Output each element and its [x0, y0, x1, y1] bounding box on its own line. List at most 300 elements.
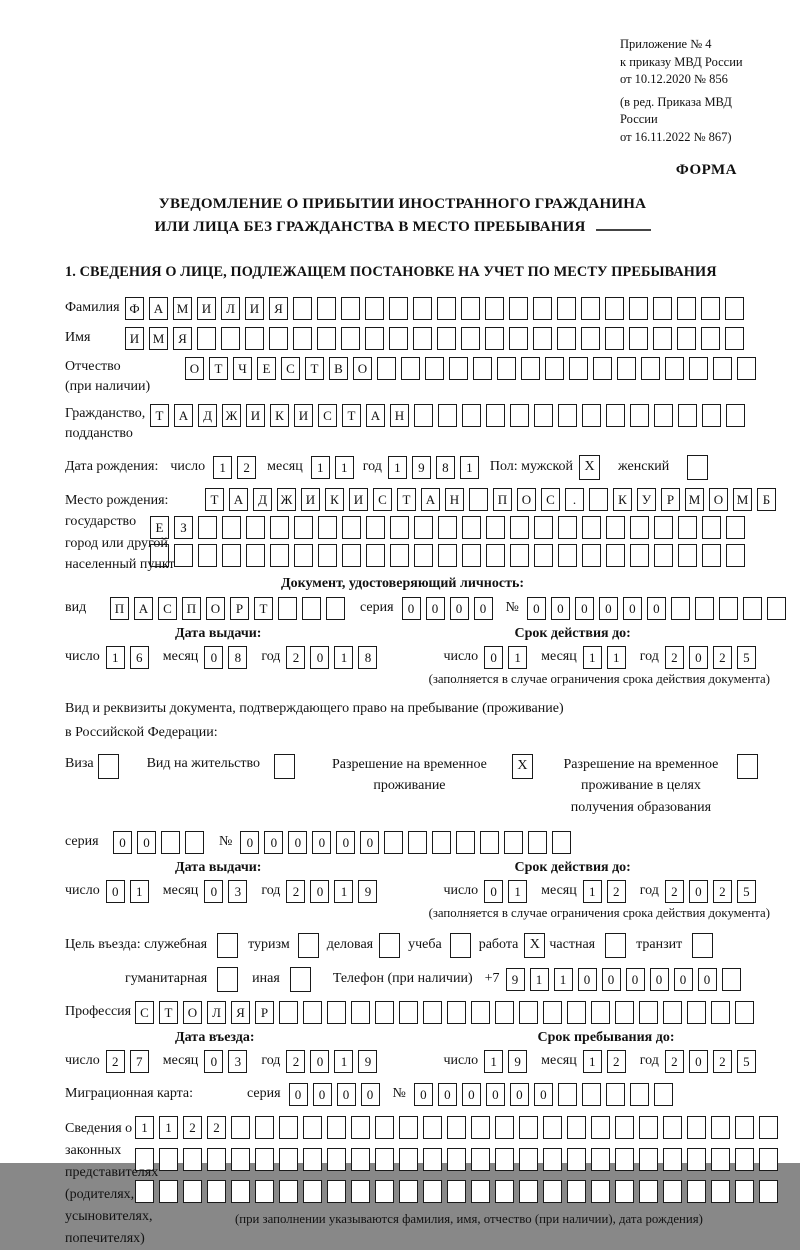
- char-box[interactable]: 0: [599, 597, 618, 620]
- char-box[interactable]: [399, 1148, 418, 1171]
- char-box[interactable]: [543, 1148, 562, 1171]
- char-box[interactable]: [366, 516, 385, 539]
- char-box[interactable]: [639, 1116, 658, 1139]
- char-box[interactable]: [543, 1180, 562, 1203]
- char-box[interactable]: 1: [530, 968, 549, 991]
- char-box[interactable]: [701, 327, 720, 350]
- char-box[interactable]: [414, 544, 433, 567]
- char-box[interactable]: 1: [334, 1050, 353, 1073]
- char-box[interactable]: Р: [661, 488, 680, 511]
- char-box[interactable]: К: [613, 488, 632, 511]
- char-box[interactable]: 1: [159, 1116, 178, 1139]
- char-box[interactable]: [534, 544, 553, 567]
- char-box[interactable]: О: [517, 488, 536, 511]
- char-box[interactable]: 0: [438, 1083, 457, 1106]
- char-box[interactable]: [558, 404, 577, 427]
- char-box[interactable]: [663, 1148, 682, 1171]
- char-box[interactable]: [543, 1116, 562, 1139]
- char-box[interactable]: [438, 404, 457, 427]
- purpose-study-checkbox[interactable]: [450, 933, 471, 958]
- char-box[interactable]: М: [149, 327, 168, 350]
- char-box[interactable]: [719, 597, 738, 620]
- char-box[interactable]: [222, 516, 241, 539]
- char-box[interactable]: [639, 1180, 658, 1203]
- char-box[interactable]: [278, 597, 297, 620]
- char-box[interactable]: Т: [159, 1001, 178, 1024]
- char-box[interactable]: [711, 1001, 730, 1024]
- char-box[interactable]: [510, 404, 529, 427]
- char-box[interactable]: [461, 297, 480, 320]
- char-box[interactable]: О: [709, 488, 728, 511]
- char-box[interactable]: [557, 297, 576, 320]
- char-box[interactable]: 0: [462, 1083, 481, 1106]
- char-box[interactable]: 0: [689, 880, 708, 903]
- char-box[interactable]: Л: [207, 1001, 226, 1024]
- residence-permit-checkbox[interactable]: [274, 754, 295, 779]
- char-box[interactable]: [447, 1148, 466, 1171]
- char-box[interactable]: С: [373, 488, 392, 511]
- char-box[interactable]: 1: [334, 646, 353, 669]
- char-box[interactable]: В: [329, 357, 348, 380]
- char-box[interactable]: М: [685, 488, 704, 511]
- char-box[interactable]: 2: [713, 646, 732, 669]
- char-box[interactable]: О: [183, 1001, 202, 1024]
- char-box[interactable]: 0: [551, 597, 570, 620]
- char-box[interactable]: [270, 544, 289, 567]
- char-box[interactable]: 9: [508, 1050, 527, 1073]
- char-box[interactable]: [639, 1001, 658, 1024]
- purpose-tourism-checkbox[interactable]: [298, 933, 319, 958]
- char-box[interactable]: К: [325, 488, 344, 511]
- char-box[interactable]: [447, 1116, 466, 1139]
- char-box[interactable]: [663, 1116, 682, 1139]
- char-box[interactable]: [591, 1148, 610, 1171]
- visa-checkbox[interactable]: [98, 754, 119, 779]
- char-box[interactable]: И: [125, 327, 144, 350]
- char-box[interactable]: [399, 1180, 418, 1203]
- char-box[interactable]: 0: [450, 597, 469, 620]
- char-box[interactable]: [246, 544, 265, 567]
- char-box[interactable]: [401, 357, 420, 380]
- char-box[interactable]: [279, 1116, 298, 1139]
- char-box[interactable]: [630, 516, 649, 539]
- char-box[interactable]: 2: [665, 646, 684, 669]
- char-box[interactable]: [486, 404, 505, 427]
- char-box[interactable]: [509, 327, 528, 350]
- char-box[interactable]: 0: [264, 831, 283, 854]
- char-box[interactable]: [231, 1116, 250, 1139]
- char-box[interactable]: [509, 297, 528, 320]
- char-box[interactable]: П: [110, 597, 129, 620]
- char-box[interactable]: [471, 1116, 490, 1139]
- char-box[interactable]: [366, 544, 385, 567]
- char-box[interactable]: [303, 1148, 322, 1171]
- char-box[interactable]: 1: [583, 646, 602, 669]
- purpose-transit-checkbox[interactable]: [692, 933, 713, 958]
- char-box[interactable]: 1: [508, 880, 527, 903]
- char-box[interactable]: [582, 404, 601, 427]
- char-box[interactable]: [725, 327, 744, 350]
- char-box[interactable]: О: [185, 357, 204, 380]
- char-box[interactable]: М: [173, 297, 192, 320]
- char-box[interactable]: [183, 1180, 202, 1203]
- sex-female-checkbox[interactable]: [687, 455, 708, 480]
- char-box[interactable]: 2: [207, 1116, 226, 1139]
- char-box[interactable]: [735, 1180, 754, 1203]
- char-box[interactable]: [665, 357, 684, 380]
- char-box[interactable]: [519, 1180, 538, 1203]
- char-box[interactable]: [510, 516, 529, 539]
- char-box[interactable]: [294, 516, 313, 539]
- char-box[interactable]: 9: [358, 1050, 377, 1073]
- char-box[interactable]: 1: [583, 880, 602, 903]
- char-box[interactable]: [480, 831, 499, 854]
- char-box[interactable]: [702, 544, 721, 567]
- char-box[interactable]: [687, 1148, 706, 1171]
- char-box[interactable]: Я: [231, 1001, 250, 1024]
- char-box[interactable]: Л: [221, 297, 240, 320]
- char-box[interactable]: 0: [650, 968, 669, 991]
- char-box[interactable]: 0: [486, 1083, 505, 1106]
- char-box[interactable]: 2: [286, 880, 305, 903]
- purpose-other-checkbox[interactable]: [290, 967, 311, 992]
- char-box[interactable]: Р: [230, 597, 249, 620]
- purpose-humanitarian-checkbox[interactable]: [217, 967, 238, 992]
- char-box[interactable]: [678, 516, 697, 539]
- char-box[interactable]: [677, 327, 696, 350]
- char-box[interactable]: 0: [527, 597, 546, 620]
- char-box[interactable]: 1: [334, 880, 353, 903]
- char-box[interactable]: [528, 831, 547, 854]
- char-box[interactable]: 0: [204, 646, 223, 669]
- char-box[interactable]: 2: [607, 1050, 626, 1073]
- char-box[interactable]: [630, 544, 649, 567]
- char-box[interactable]: .: [565, 488, 584, 511]
- char-box[interactable]: 1: [106, 646, 125, 669]
- char-box[interactable]: [558, 1083, 577, 1106]
- char-box[interactable]: [677, 297, 696, 320]
- char-box[interactable]: 6: [130, 646, 149, 669]
- char-box[interactable]: [722, 968, 741, 991]
- char-box[interactable]: [303, 1180, 322, 1203]
- char-box[interactable]: [447, 1001, 466, 1024]
- char-box[interactable]: [473, 357, 492, 380]
- char-box[interactable]: [606, 1083, 625, 1106]
- char-box[interactable]: 0: [336, 831, 355, 854]
- char-box[interactable]: 0: [674, 968, 693, 991]
- char-box[interactable]: Р: [255, 1001, 274, 1024]
- char-box[interactable]: [606, 516, 625, 539]
- char-box[interactable]: [593, 357, 612, 380]
- char-box[interactable]: [423, 1001, 442, 1024]
- char-box[interactable]: [711, 1116, 730, 1139]
- char-box[interactable]: Ж: [277, 488, 296, 511]
- char-box[interactable]: [605, 327, 624, 350]
- char-box[interactable]: [582, 544, 601, 567]
- char-box[interactable]: [617, 357, 636, 380]
- char-box[interactable]: 1: [484, 1050, 503, 1073]
- char-box[interactable]: С: [281, 357, 300, 380]
- char-box[interactable]: 1: [311, 456, 330, 479]
- char-box[interactable]: [735, 1116, 754, 1139]
- char-box[interactable]: И: [301, 488, 320, 511]
- char-box[interactable]: [270, 516, 289, 539]
- char-box[interactable]: Ф: [125, 297, 144, 320]
- char-box[interactable]: 0: [361, 1083, 380, 1106]
- char-box[interactable]: [543, 1001, 562, 1024]
- char-box[interactable]: 1: [607, 646, 626, 669]
- char-box[interactable]: [389, 327, 408, 350]
- char-box[interactable]: [567, 1148, 586, 1171]
- char-box[interactable]: А: [421, 488, 440, 511]
- char-box[interactable]: 1: [213, 456, 232, 479]
- char-box[interactable]: [702, 404, 721, 427]
- char-box[interactable]: [377, 357, 396, 380]
- char-box[interactable]: Ж: [222, 404, 241, 427]
- char-box[interactable]: 0: [113, 831, 132, 854]
- char-box[interactable]: [294, 544, 313, 567]
- char-box[interactable]: [197, 327, 216, 350]
- char-box[interactable]: [641, 357, 660, 380]
- char-box[interactable]: 1: [135, 1116, 154, 1139]
- char-box[interactable]: 0: [626, 968, 645, 991]
- char-box[interactable]: 5: [737, 880, 756, 903]
- char-box[interactable]: [438, 544, 457, 567]
- char-box[interactable]: 0: [310, 880, 329, 903]
- purpose-private-checkbox[interactable]: [605, 933, 626, 958]
- char-box[interactable]: Я: [173, 327, 192, 350]
- char-box[interactable]: [302, 597, 321, 620]
- char-box[interactable]: [711, 1148, 730, 1171]
- char-box[interactable]: [671, 597, 690, 620]
- char-box[interactable]: Т: [342, 404, 361, 427]
- char-box[interactable]: [351, 1116, 370, 1139]
- char-box[interactable]: [495, 1116, 514, 1139]
- char-box[interactable]: С: [541, 488, 560, 511]
- char-box[interactable]: [725, 297, 744, 320]
- char-box[interactable]: Т: [397, 488, 416, 511]
- char-box[interactable]: [759, 1180, 778, 1203]
- char-box[interactable]: [606, 544, 625, 567]
- char-box[interactable]: [615, 1116, 634, 1139]
- char-box[interactable]: [567, 1116, 586, 1139]
- char-box[interactable]: [582, 516, 601, 539]
- char-box[interactable]: 2: [286, 646, 305, 669]
- char-box[interactable]: [326, 597, 345, 620]
- char-box[interactable]: [545, 357, 564, 380]
- char-box[interactable]: [495, 1180, 514, 1203]
- char-box[interactable]: 0: [313, 1083, 332, 1106]
- char-box[interactable]: [413, 327, 432, 350]
- char-box[interactable]: 9: [412, 456, 431, 479]
- char-box[interactable]: 0: [106, 880, 125, 903]
- char-box[interactable]: [375, 1148, 394, 1171]
- char-box[interactable]: [519, 1001, 538, 1024]
- char-box[interactable]: [695, 597, 714, 620]
- char-box[interactable]: [558, 544, 577, 567]
- char-box[interactable]: [183, 1148, 202, 1171]
- char-box[interactable]: 0: [337, 1083, 356, 1106]
- char-box[interactable]: [341, 327, 360, 350]
- char-box[interactable]: [327, 1116, 346, 1139]
- char-box[interactable]: 0: [534, 1083, 553, 1106]
- char-box[interactable]: Д: [253, 488, 272, 511]
- char-box[interactable]: 0: [204, 1050, 223, 1073]
- char-box[interactable]: [567, 1001, 586, 1024]
- char-box[interactable]: [654, 404, 673, 427]
- char-box[interactable]: [630, 404, 649, 427]
- char-box[interactable]: О: [353, 357, 372, 380]
- char-box[interactable]: Ч: [233, 357, 252, 380]
- char-box[interactable]: [606, 404, 625, 427]
- char-box[interactable]: [510, 544, 529, 567]
- char-box[interactable]: А: [134, 597, 153, 620]
- char-box[interactable]: [552, 831, 571, 854]
- char-box[interactable]: [423, 1180, 442, 1203]
- char-box[interactable]: 0: [288, 831, 307, 854]
- char-box[interactable]: 2: [713, 880, 732, 903]
- char-box[interactable]: [423, 1148, 442, 1171]
- char-box[interactable]: [630, 1083, 649, 1106]
- char-box[interactable]: 0: [602, 968, 621, 991]
- purpose-business-checkbox[interactable]: [379, 933, 400, 958]
- char-box[interactable]: 0: [510, 1083, 529, 1106]
- char-box[interactable]: 0: [689, 1050, 708, 1073]
- char-box[interactable]: 2: [713, 1050, 732, 1073]
- char-box[interactable]: [461, 327, 480, 350]
- char-box[interactable]: [471, 1001, 490, 1024]
- char-box[interactable]: 0: [312, 831, 331, 854]
- char-box[interactable]: [557, 327, 576, 350]
- char-box[interactable]: 5: [737, 1050, 756, 1073]
- char-box[interactable]: [486, 516, 505, 539]
- char-box[interactable]: [581, 297, 600, 320]
- char-box[interactable]: 1: [130, 880, 149, 903]
- char-box[interactable]: [726, 544, 745, 567]
- char-box[interactable]: [413, 297, 432, 320]
- char-box[interactable]: [533, 297, 552, 320]
- char-box[interactable]: [519, 1148, 538, 1171]
- char-box[interactable]: [629, 297, 648, 320]
- char-box[interactable]: [231, 1148, 250, 1171]
- char-box[interactable]: [615, 1180, 634, 1203]
- char-box[interactable]: [161, 831, 180, 854]
- char-box[interactable]: 0: [360, 831, 379, 854]
- char-box[interactable]: [221, 327, 240, 350]
- char-box[interactable]: [654, 544, 673, 567]
- char-box[interactable]: 1: [583, 1050, 602, 1073]
- char-box[interactable]: [735, 1148, 754, 1171]
- char-box[interactable]: К: [270, 404, 289, 427]
- char-box[interactable]: [390, 544, 409, 567]
- char-box[interactable]: 0: [310, 1050, 329, 1073]
- char-box[interactable]: [279, 1180, 298, 1203]
- char-box[interactable]: [318, 516, 337, 539]
- char-box[interactable]: [567, 1180, 586, 1203]
- char-box[interactable]: [303, 1116, 322, 1139]
- char-box[interactable]: [615, 1148, 634, 1171]
- temp-residence-checkbox[interactable]: X: [512, 754, 533, 779]
- char-box[interactable]: [743, 597, 762, 620]
- char-box[interactable]: [437, 327, 456, 350]
- char-box[interactable]: [504, 831, 523, 854]
- char-box[interactable]: [449, 357, 468, 380]
- char-box[interactable]: С: [158, 597, 177, 620]
- char-box[interactable]: [341, 297, 360, 320]
- char-box[interactable]: [591, 1001, 610, 1024]
- char-box[interactable]: [759, 1148, 778, 1171]
- char-box[interactable]: [485, 297, 504, 320]
- char-box[interactable]: 8: [228, 646, 247, 669]
- char-box[interactable]: [581, 327, 600, 350]
- char-box[interactable]: [342, 544, 361, 567]
- char-box[interactable]: [653, 297, 672, 320]
- char-box[interactable]: [495, 1148, 514, 1171]
- char-box[interactable]: [318, 544, 337, 567]
- char-box[interactable]: 2: [607, 880, 626, 903]
- char-box[interactable]: [293, 327, 312, 350]
- char-box[interactable]: Е: [257, 357, 276, 380]
- char-box[interactable]: [533, 327, 552, 350]
- char-box[interactable]: 0: [484, 646, 503, 669]
- char-box[interactable]: [390, 516, 409, 539]
- char-box[interactable]: С: [318, 404, 337, 427]
- char-box[interactable]: 0: [623, 597, 642, 620]
- char-box[interactable]: [245, 327, 264, 350]
- char-box[interactable]: 0: [240, 831, 259, 854]
- char-box[interactable]: О: [206, 597, 225, 620]
- char-box[interactable]: 7: [130, 1050, 149, 1073]
- char-box[interactable]: [246, 516, 265, 539]
- char-box[interactable]: Б: [757, 488, 776, 511]
- char-box[interactable]: [701, 297, 720, 320]
- char-box[interactable]: [389, 297, 408, 320]
- char-box[interactable]: А: [366, 404, 385, 427]
- char-box[interactable]: 8: [358, 646, 377, 669]
- char-box[interactable]: [303, 1001, 322, 1024]
- char-box[interactable]: [469, 488, 488, 511]
- char-box[interactable]: 9: [506, 968, 525, 991]
- char-box[interactable]: [269, 327, 288, 350]
- char-box[interactable]: 1: [335, 456, 354, 479]
- char-box[interactable]: [279, 1001, 298, 1024]
- char-box[interactable]: [471, 1180, 490, 1203]
- char-box[interactable]: А: [229, 488, 248, 511]
- char-box[interactable]: [255, 1148, 274, 1171]
- char-box[interactable]: [255, 1180, 274, 1203]
- char-box[interactable]: [653, 327, 672, 350]
- char-box[interactable]: [767, 597, 786, 620]
- char-box[interactable]: 2: [665, 880, 684, 903]
- char-box[interactable]: [447, 1180, 466, 1203]
- char-box[interactable]: 1: [554, 968, 573, 991]
- char-box[interactable]: [437, 297, 456, 320]
- char-box[interactable]: 0: [137, 831, 156, 854]
- char-box[interactable]: [713, 357, 732, 380]
- char-box[interactable]: [663, 1001, 682, 1024]
- char-box[interactable]: [375, 1180, 394, 1203]
- char-box[interactable]: 8: [436, 456, 455, 479]
- char-box[interactable]: 2: [286, 1050, 305, 1073]
- char-box[interactable]: Т: [150, 404, 169, 427]
- char-box[interactable]: И: [245, 297, 264, 320]
- char-box[interactable]: [759, 1116, 778, 1139]
- char-box[interactable]: [654, 516, 673, 539]
- char-box[interactable]: [351, 1001, 370, 1024]
- char-box[interactable]: [432, 831, 451, 854]
- char-box[interactable]: [327, 1001, 346, 1024]
- char-box[interactable]: Е: [150, 516, 169, 539]
